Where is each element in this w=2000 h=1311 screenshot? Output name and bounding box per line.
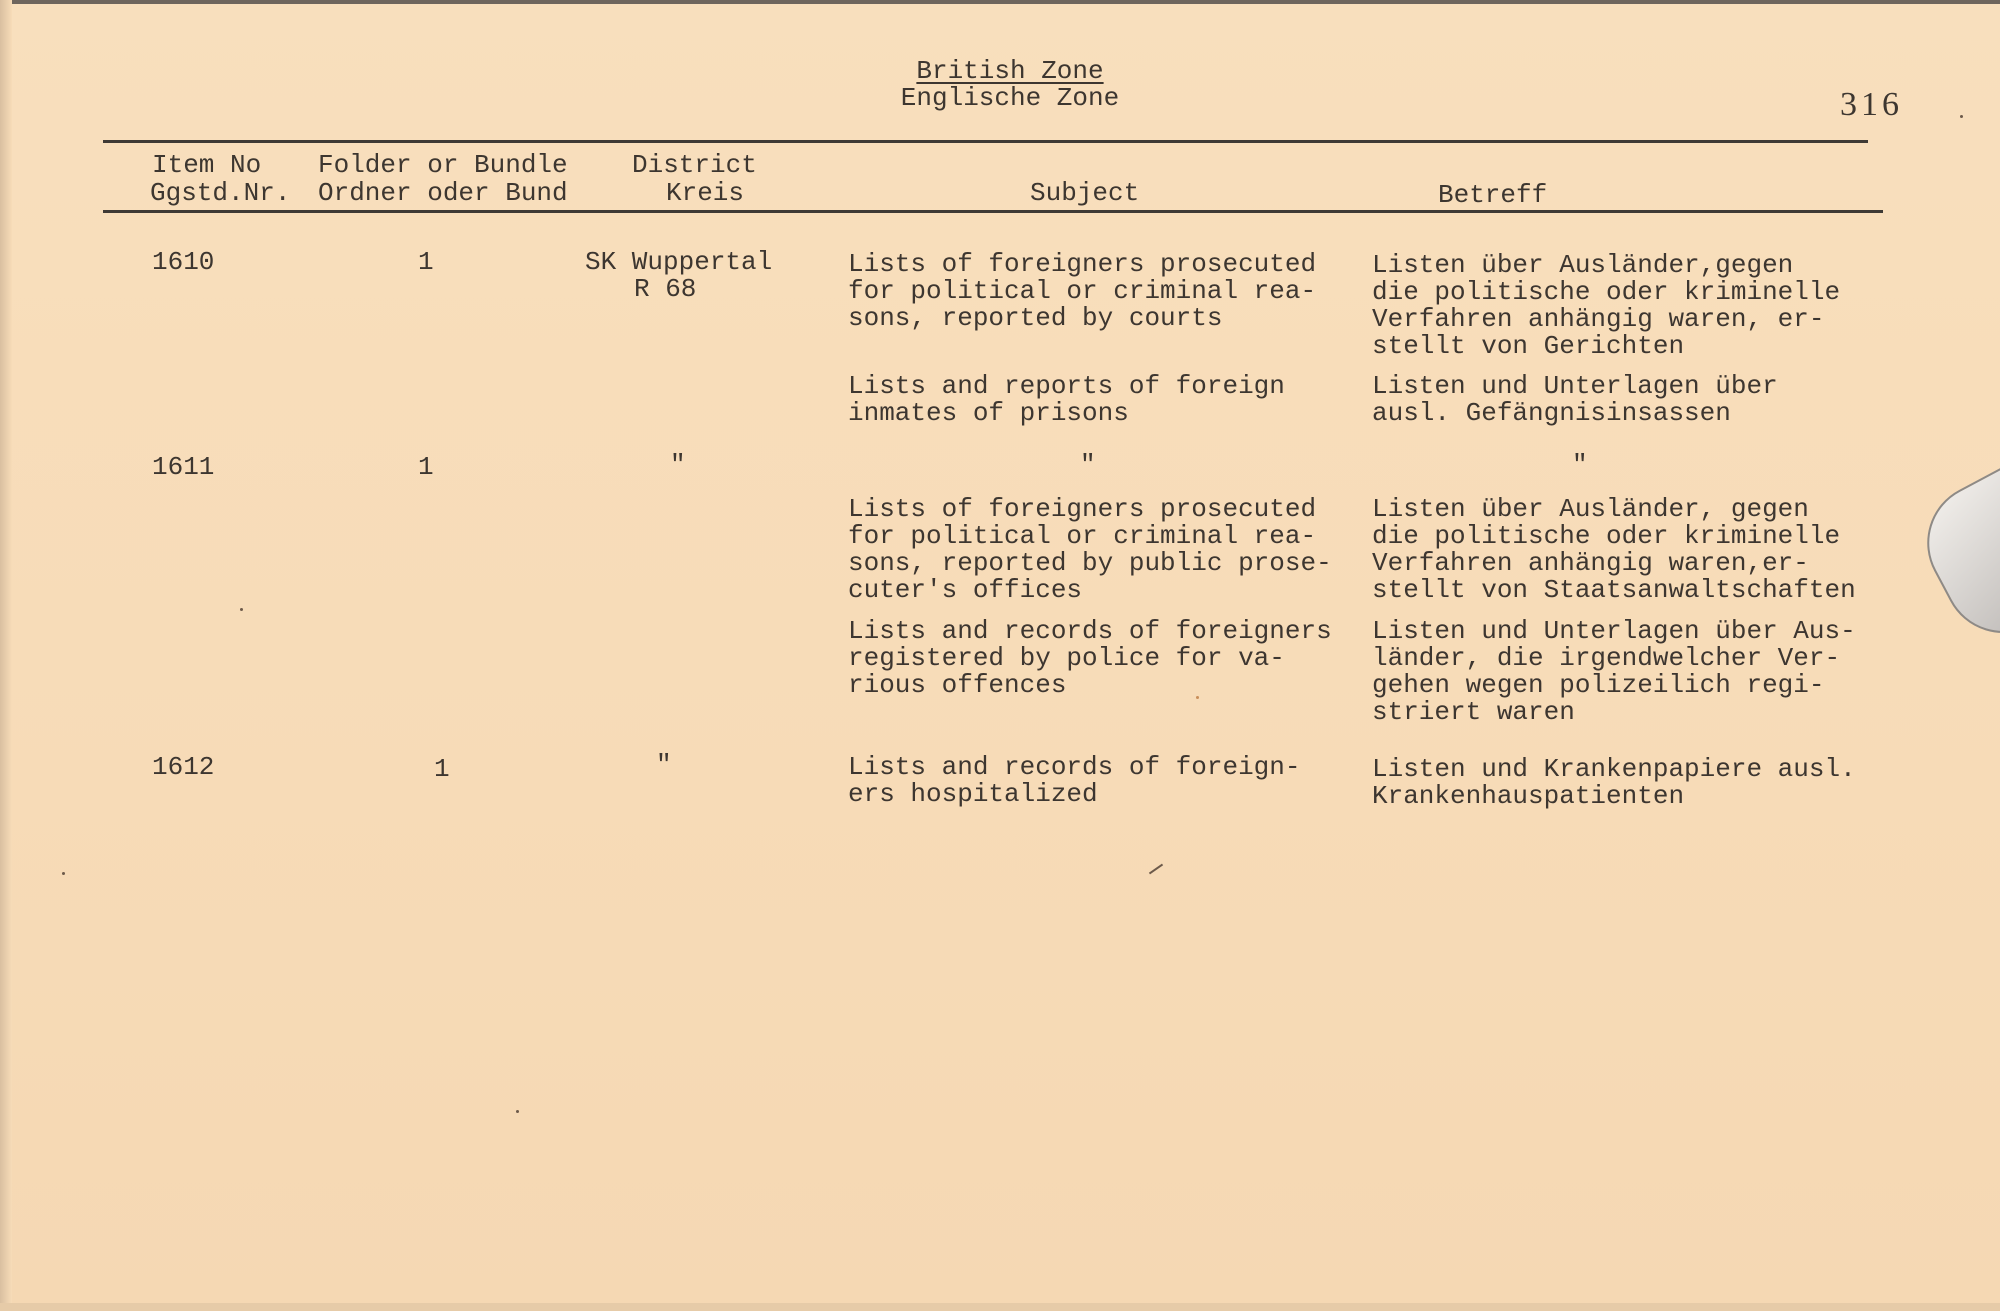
row-district: SK Wuppertal bbox=[585, 247, 773, 277]
row-item-number: 1611 bbox=[152, 452, 215, 482]
header-top-rule bbox=[103, 140, 1868, 143]
row-folder: 1 bbox=[418, 452, 434, 482]
zone-title-german: Englische Zone bbox=[900, 83, 1120, 113]
col-item-en: Item No bbox=[152, 150, 262, 180]
paper-clip bbox=[1906, 460, 2000, 654]
row-district-ditto: " bbox=[656, 750, 672, 780]
row-subject-ditto: " bbox=[1080, 450, 1096, 480]
paper-speck bbox=[1960, 115, 1963, 118]
row-district-ditto: " bbox=[670, 450, 686, 480]
col-folder-en: Folder or Bundle bbox=[318, 150, 568, 180]
page-left-edge bbox=[0, 0, 12, 1311]
page-number: 316 bbox=[1840, 86, 1903, 123]
row-subject: Lists and reports of foreign inmates of prisons bbox=[848, 371, 1285, 428]
row-betreff: Listen und Unterlagen über ausl. Gefängnisinsassen bbox=[1372, 371, 1778, 428]
page-top-edge bbox=[0, 0, 2000, 4]
header-bottom-rule bbox=[103, 210, 1883, 213]
row-item-number: 1610 bbox=[152, 247, 215, 277]
row-district-code: R 68 bbox=[634, 274, 697, 304]
row-betreff: Listen und Krankenpapiere ausl. Krankenhauspatienten bbox=[1372, 754, 1856, 811]
row-betreff-ditto: " bbox=[1572, 450, 1588, 480]
col-district-de: Kreis bbox=[666, 178, 745, 208]
zone-title-english: British Zone bbox=[916, 56, 1104, 86]
row-subject: Lists of foreigners prosecuted for political or criminal rea- sons, reported by courts bbox=[848, 249, 1317, 333]
col-item-de: Ggstd.Nr. bbox=[150, 178, 291, 208]
paper-speck bbox=[516, 1110, 519, 1113]
row-betreff: Listen über Ausländer, gegen die politische oder kriminelle Verfahren anhängig waren,er- stellt von Staatsanwaltschaften bbox=[1372, 494, 1856, 605]
paper-speck bbox=[1196, 696, 1199, 699]
row-betreff: Listen und Unterlagen über Aus- länder, die irgendwelcher Ver- gehen wegen polizeilich regi- striert waren bbox=[1372, 616, 1856, 727]
paper-speck bbox=[1149, 864, 1163, 875]
col-subject: Subject bbox=[1030, 178, 1140, 208]
col-folder-de: Ordner oder Bund bbox=[318, 178, 568, 208]
row-subject: Lists and records of foreigners registered by police for va- rious offences bbox=[848, 616, 1332, 700]
paper-speck bbox=[62, 872, 65, 875]
page-bottom-edge bbox=[0, 1303, 2000, 1311]
col-district-en: District bbox=[632, 150, 757, 180]
row-item-number: 1612 bbox=[152, 752, 215, 782]
row-folder: 1 bbox=[418, 247, 434, 277]
row-subject: Lists of foreigners prosecuted for political or criminal rea- sons, reported by public prose- cuter's offices bbox=[848, 494, 1332, 605]
col-betreff: Betreff bbox=[1438, 180, 1548, 210]
paper-speck bbox=[240, 608, 243, 611]
row-subject: Lists and records of foreign- ers hospitalized bbox=[848, 752, 1301, 809]
row-folder: 1 bbox=[434, 754, 450, 784]
row-betreff: Listen über Ausländer,gegen die politische oder kriminelle Verfahren anhängig waren, er- stellt von Gerichten bbox=[1372, 250, 1841, 361]
